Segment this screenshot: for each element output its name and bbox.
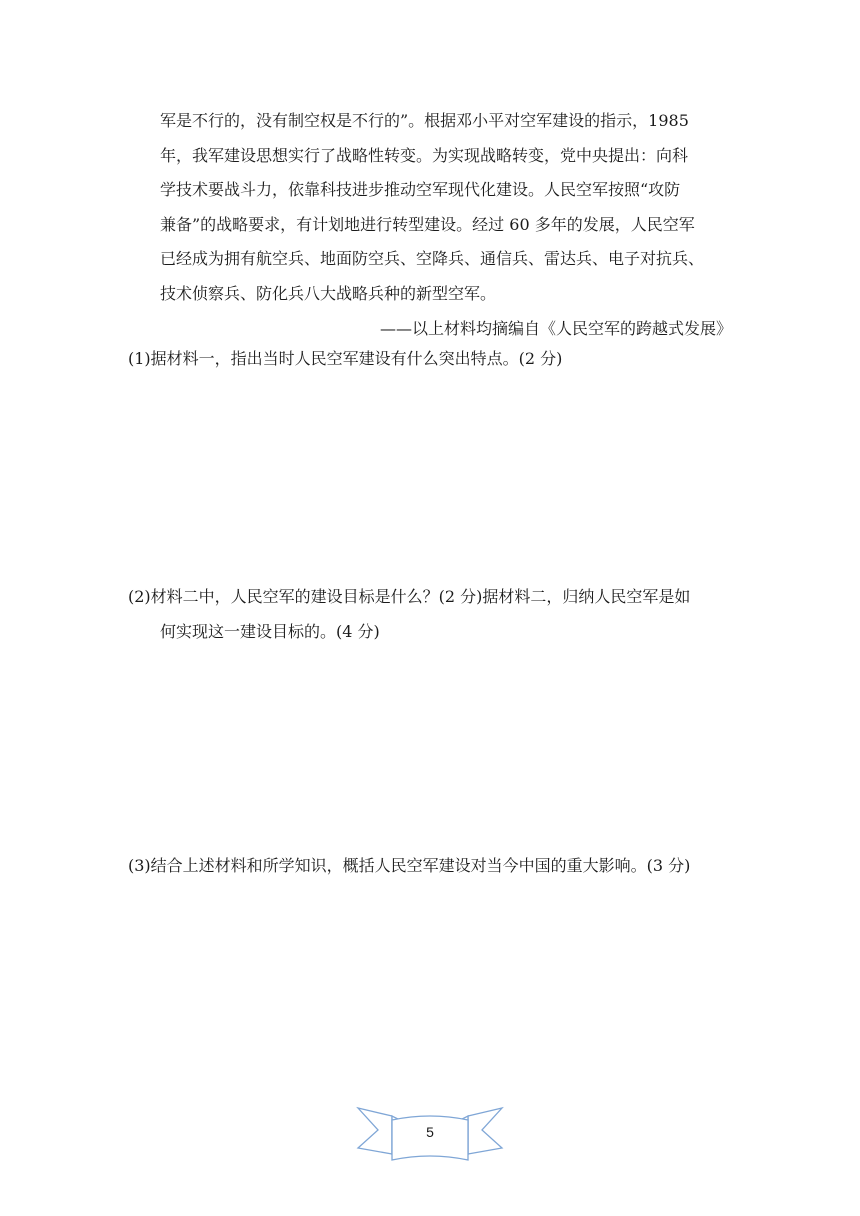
question-1 bbox=[128, 341, 738, 376]
material-line-3: 学技术要战斗力，依靠科技进步推动空军现代化建设。人民空军按照“攻防 bbox=[160, 180, 681, 200]
material-source: ——以上材料均摘编自《人民空军的跨越式发展》 bbox=[379, 318, 732, 338]
question-1-text: (1)据材料一，指出当时人民空军建设有什么突出特点。(2 分) bbox=[128, 349, 563, 368]
question-2 bbox=[128, 579, 738, 649]
ribbon-left-tail bbox=[358, 1108, 392, 1154]
question-3-text: (3)结合上述材料和所学知识，概括人民空军建设对当今中国的重大影响。(3 分) bbox=[128, 856, 691, 875]
material-line-2: 年，我军建设思想实行了战略性转变。为实现战略转变，党中央提出：向科 bbox=[160, 145, 689, 165]
page-number: 5 bbox=[426, 1124, 434, 1140]
material-line-1: 军是不行的，没有制空权是不行的”。根据邓小平对空军建设的指示，1985 bbox=[160, 111, 689, 130]
material-two-passage bbox=[128, 104, 732, 346]
question-2-text-line-1: (2)材料二中，人民空军的建设目标是什么？(2 分)据材料二，归纳人民空军是如 bbox=[128, 587, 691, 606]
ribbon-right-tail bbox=[468, 1108, 502, 1154]
material-line-4: 兼备”的战略要求，有计划地进行转型建设。经过 60 多年的发展，人民空军 bbox=[160, 214, 695, 234]
material-line-6: 技术侦察兵、防化兵八大战略兵种的新型空军。 bbox=[160, 283, 497, 303]
material-line-5: 已经成为拥有航空兵、地面防空兵、空降兵、通信兵、雷达兵、电子对抗兵、 bbox=[160, 249, 705, 269]
question-2-text-line-2: 何实现这一建设目标的。(4 分) bbox=[160, 622, 380, 641]
question-3 bbox=[128, 848, 738, 883]
